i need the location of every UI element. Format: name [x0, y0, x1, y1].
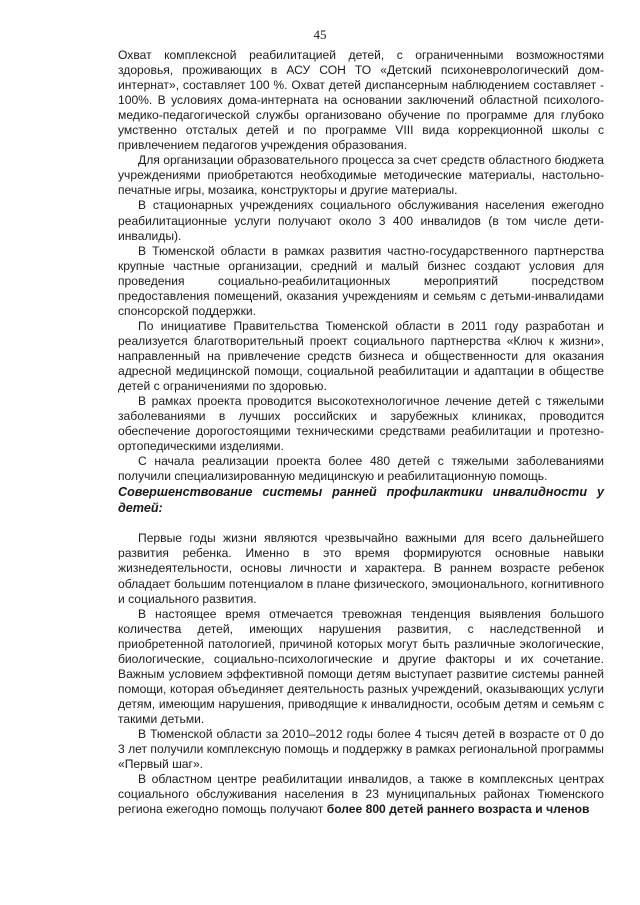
paragraph: С начала реализации проекта более 480 детей с тяжелыми заболеваниями получили специализированную медицинскую и реабилитационную помощь. [118, 454, 604, 484]
paragraph: В настоящее время отмечается тревожная тенденция выявления большого количества детей, имеющих нарушения развития, с наследственной и приобретенной патологией, причиной которых могут быть различные экологические, биологические, социально-психологические и другие факторы и их сочетание. Важным условием эффективной помощи детям выступает развитие системы ранней помощи, которая объединяет деятельность разных учреждений, оказывающих услуги детям, имеющим нарушения, приводящие к инвалидности, особым детям и семьям с такими детьми. [118, 606, 604, 726]
paragraph: По инициативе Правительства Тюменской области в 2011 году разработан и реализуется благотворительный проект социального партнерства «Ключ к жизни», направленный на привлечение средств бизнеса и общественности для оказания адресной медицинской помощи, социальной реабилитации и адаптации в обществе детей с ограничениями по здоровью. [118, 318, 604, 394]
page-number: 45 [313, 27, 327, 42]
paragraph: Первые годы жизни являются чрезвычайно важными для всего дальнейшего развития ребенка. Именно в это время формируются основные навыки жизнедеятельности, основы личности и характера. В раннем возрасте ребенок обладает большим потенциалом в плане физического, эмоционального, когнитивного и социального развития. [118, 531, 604, 606]
paragraph-bold-text: более 800 детей раннего возраста и членов [326, 802, 590, 817]
paragraph: В Тюменской области за 2010–2012 годы более 4 тысяч детей в возрасте от 0 до 3 лет получили комплексную помощь и поддержку в рамках региональной программы «Первый шаг». [118, 726, 604, 772]
paragraph: В рамках проекта проводится высокотехнологичное лечение детей с тяжелыми заболеваниями в лучших российских и зарубежных клиниках, проводится обеспечение дорогостоящими техническими средствами реабилитации и протезно-ортопедическими изделиями. [118, 394, 604, 454]
document-body [118, 48, 604, 817]
paragraph: Для организации образовательного процесса за счет средств областного бюджета учреждениями приобретаются необходимые методические материалы, настольно-печатные игры, мозаика, конструкторы и другие материалы. [118, 153, 604, 198]
paragraph: В стационарных учреждениях социального обслуживания населения ежегодно реабилитационные услуги получают около 3 400 инвалидов (в том числе дети-инвалиды). [118, 198, 604, 243]
paragraph-last [118, 772, 604, 817]
section-heading: Совершенствование системы ранней профилактики инвалидности у детей: [118, 485, 604, 516]
paragraph-text: В областном центре реабилитации инвалидов, а также в комплексных центрах социального обслуживания населения в 23 муниципальных районах Тюменского региона ежегодно помощь получают [118, 772, 604, 817]
paragraph: Охват комплексной реабилитацией детей, с ограниченными возможностями здоровья, проживающих в АСУ СОН ТО «Детский психоневрологический дом-интернат», составляет 100 %. Охват детей диспансерным наблюдением составляет - 100%. В условиях дома-интерната на основании заключений областной психолого-медико-педагогической службы организовано обучение по программе для глубоко умственно отсталых детей и по программе VIII вида коррекционной школы с привлечением педагогов учреждения образования. [118, 48, 604, 153]
paragraph: В Тюменской области в рамках развития частно-государственного партнерства крупные частные организации, средний и малый бизнес создают условия для проведения социально-реабилитационных мероприятий посредством предоставления помещений, оказания учреждениям и семьям с детьми-инвалидами спонсорской поддержки. [118, 243, 604, 318]
